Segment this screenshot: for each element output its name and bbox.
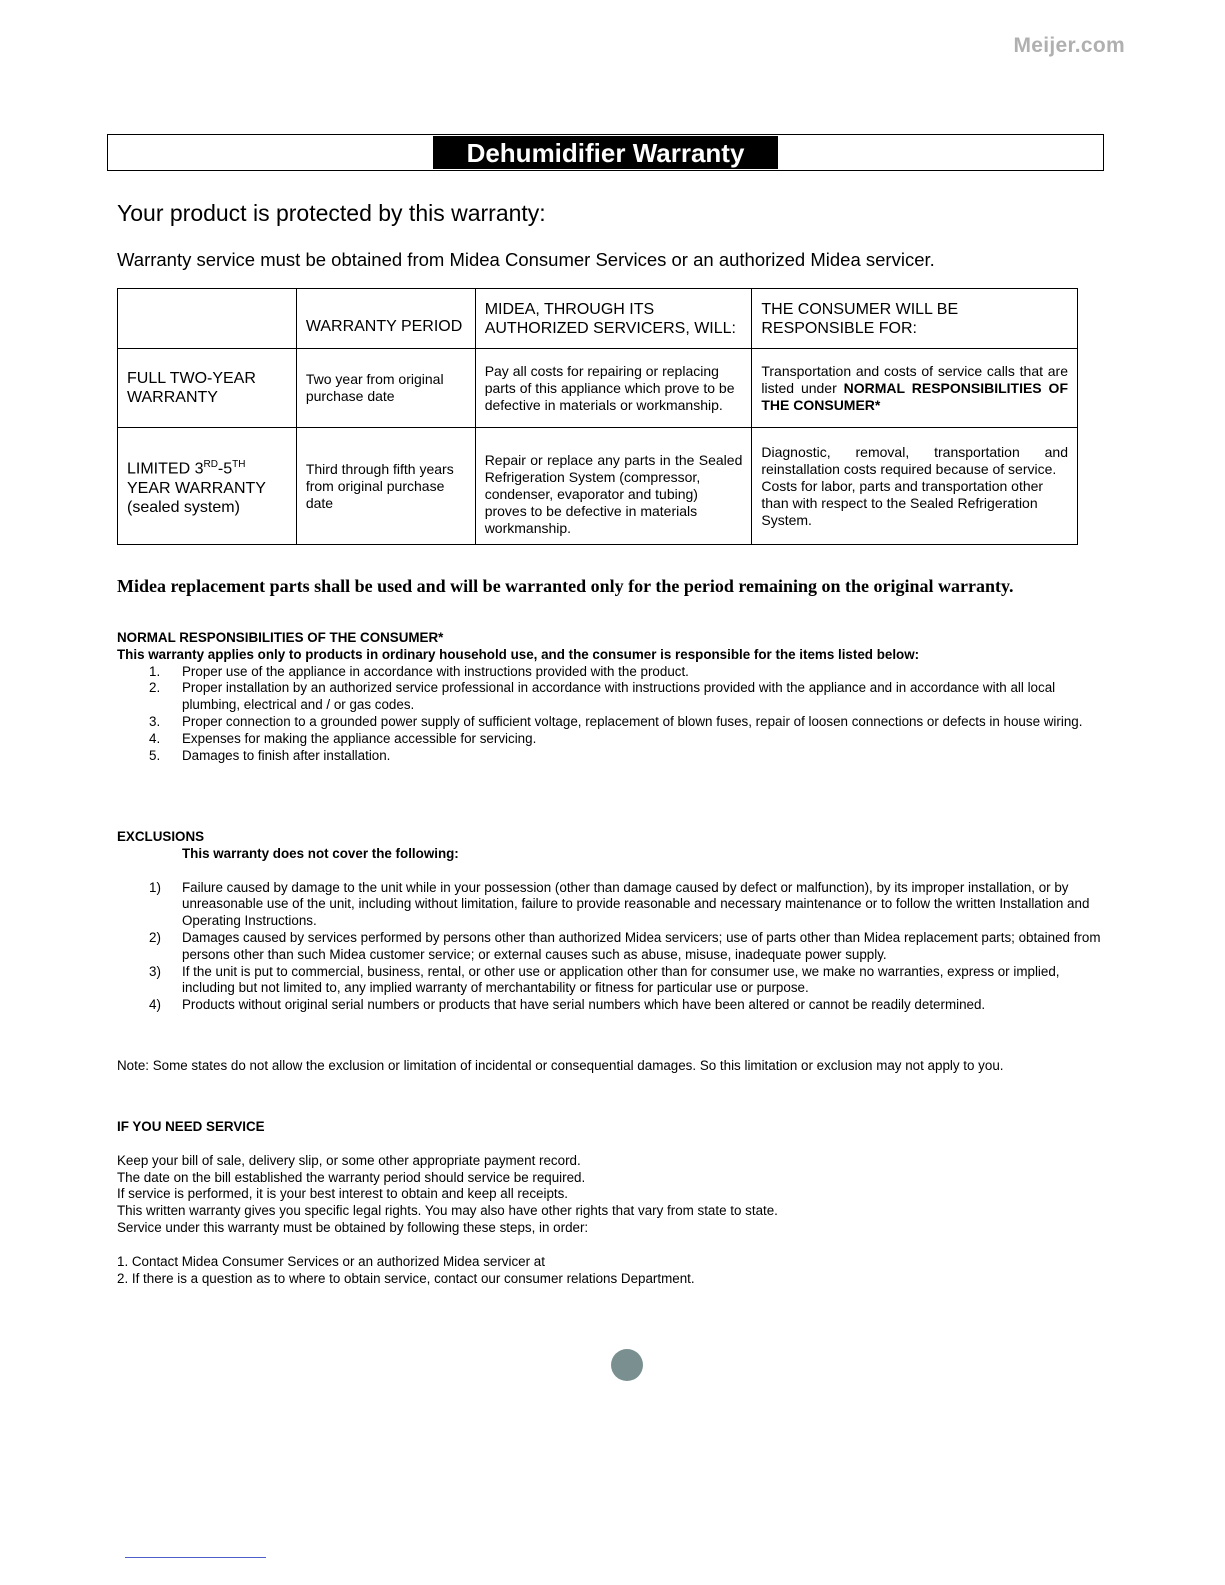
row-consumer-two-year xyxy=(752,349,1078,428)
section-subheading: This warranty applies only to products in ordinary household use, and the consumer is responsible for the items listed below: xyxy=(117,646,920,662)
service-section xyxy=(117,1119,1107,1287)
page-number-circle xyxy=(611,1349,643,1381)
table-header-row xyxy=(118,289,1078,349)
service-line: The date on the bill established the warranty period should service be required. xyxy=(117,1169,586,1185)
responsibilities-list xyxy=(117,664,1107,765)
name-sup-th: TH xyxy=(232,459,246,471)
consumer-text: Transportation and costs of service calls that are listed under xyxy=(761,362,1068,396)
item-text: Products without original serial numbers or products that have serial numbers which have been altered or cannot be readily determined. xyxy=(182,997,986,1013)
list-item xyxy=(117,964,1107,998)
row-period-two-year: Two year from original purchase date xyxy=(296,349,475,428)
midea-line2: condenser, evaporator and tubing) proves to be defective in materials workmanship. xyxy=(484,485,698,536)
item-text: Failure caused by damage to the unit while in your possession (other than damage caused by defect or malfunction), by its improper installation, or by unreasonable use of the unit, including without limitation, failure to provide reasonable and necessary maintenance or to follow the written Installation and Operating Instructions. xyxy=(182,879,1090,929)
watermark: Meijer.com xyxy=(1013,34,1125,57)
header-cell-empty xyxy=(118,289,297,349)
service-line: Service under this warranty must be obtained by following these steps, in order: xyxy=(117,1219,589,1235)
states-note: Note: Some states do not allow the exclusion or limitation of incidental or consequential damages. So this limitation or exclusion may not apply to you. xyxy=(117,1058,1004,1073)
table-row xyxy=(118,428,1078,545)
intro-heading: Your product is protected by this warranty: xyxy=(117,200,546,226)
section-heading: IF YOU NEED SERVICE xyxy=(117,1119,265,1134)
item-text: Expenses for making the appliance accessible for servicing. xyxy=(182,730,537,746)
list-item xyxy=(117,997,1107,1014)
name-line3: (sealed system) xyxy=(127,498,240,516)
list-item xyxy=(117,680,1107,714)
item-text: Proper connection to a grounded power supply of sufficient voltage, replacement of blown fuses, repair of loosen connections or defects in house wiring. xyxy=(182,713,1083,729)
item-text: If the unit is put to commercial, business, rental, or other use or application other than for consumer use, we make no warranties, express or implied, including but not limited to, any implied warranty of merchantability or fitness for particular use or purpose. xyxy=(182,963,1060,996)
item-number: 2. xyxy=(149,680,161,696)
item-number: 3) xyxy=(149,963,161,979)
row-midea-two-year: Pay all costs for repairing or replacing parts of this appliance which prove to be defective in materials or workmanship. xyxy=(475,349,752,428)
replacement-parts-note: Midea replacement parts shall be used and will be warranted only for the period remaining on the original warranty. xyxy=(117,576,1014,596)
name-prefix: LIMITED 3 xyxy=(127,460,204,478)
item-number: 2) xyxy=(149,929,161,945)
item-text: Damages to finish after installation. xyxy=(182,747,391,763)
midea-line1: Repair or replace any parts in the Sealed Refrigeration System (compressor, xyxy=(484,451,743,485)
exclusions-list xyxy=(117,880,1107,1014)
service-line: Keep your bill of sale, delivery slip, or some other appropriate payment record. xyxy=(117,1152,581,1168)
item-number: 4) xyxy=(149,997,161,1013)
service-line: This written warranty gives you specific legal rights. You may also have other rights that vary from state to state. xyxy=(117,1203,778,1219)
table-row xyxy=(118,349,1078,428)
service-step: 2. If there is a question as to where to obtain service, contact our consumer relations Department. xyxy=(117,1270,695,1286)
service-line: If service is performed, it is your best interest to obtain and keep all receipts. xyxy=(117,1186,569,1202)
item-text: Damages caused by services performed by persons other than authorized Midea servicers; use of parts other than Midea replacement parts; obtained from persons other than such Midea customer service; or external causes such as abuse, misuse, inadequate power supply. xyxy=(182,929,1101,962)
list-item xyxy=(117,714,1107,731)
consumer-text-bold: NORMAL RESPONSIBILITIES OF THE CONSUMER* xyxy=(761,379,1068,413)
warranty-table xyxy=(117,288,1078,545)
header-consumer-responsible: THE CONSUMER WILL BE RESPONSIBLE FOR: xyxy=(752,289,1078,349)
item-text: Proper use of the appliance in accordance with instructions provided with the product. xyxy=(182,663,689,679)
section-heading: EXCLUSIONS xyxy=(117,829,205,844)
list-item xyxy=(117,748,1107,765)
row-period-limited: Third through fifth years from original purchase date xyxy=(296,428,475,545)
header-midea-will: MIDEA, THROUGH ITS AUTHORIZED SERVICERS, WILL: xyxy=(475,289,752,349)
item-text: Proper installation by an authorized service professional in accordance with instructions provided with the appliance and in accordance with all local plumbing, electrical and / or gas codes. xyxy=(182,680,1056,713)
normal-responsibilities-section xyxy=(117,630,1107,764)
list-item xyxy=(117,930,1107,964)
list-item xyxy=(117,731,1107,748)
item-number: 3. xyxy=(149,713,161,729)
consumer-line1: Diagnostic, removal, transportation and reinstallation costs required because of service. xyxy=(761,443,1068,477)
section-heading: NORMAL RESPONSIBILITIES OF THE CONSUMER* xyxy=(117,630,444,645)
item-number: 4. xyxy=(149,730,161,746)
item-number: 1) xyxy=(149,879,161,895)
header-warranty-period: WARRANTY PERIOD xyxy=(296,289,475,349)
list-item xyxy=(117,664,1107,681)
page-title: Dehumidifier Warranty xyxy=(433,136,778,169)
consumer-line2: Costs for labor, parts and transportation other than with respect to the Sealed Refrigeration System. xyxy=(761,477,1044,528)
service-step: 1. Contact Midea Consumer Services or an authorized Midea servicer at xyxy=(117,1253,545,1269)
item-number: 1. xyxy=(149,663,161,679)
item-number: 5. xyxy=(149,747,161,763)
footer-line xyxy=(125,1557,266,1558)
intro-text: Warranty service must be obtained from Midea Consumer Services or an authorized Midea servicer. xyxy=(117,249,935,270)
name-line2: YEAR WARRANTY xyxy=(127,479,266,497)
row-midea-limited xyxy=(475,428,752,545)
name-dash: -5 xyxy=(217,460,233,478)
section-subheading: This warranty does not cover the following: xyxy=(182,845,459,861)
row-name-limited xyxy=(118,428,297,545)
row-consumer-limited xyxy=(752,428,1078,545)
row-name-full-two-year: FULL TWO-YEAR WARRANTY xyxy=(118,349,297,428)
exclusions-section xyxy=(117,829,1107,1014)
list-item xyxy=(117,880,1107,930)
name-sup-rd: RD xyxy=(203,459,218,471)
